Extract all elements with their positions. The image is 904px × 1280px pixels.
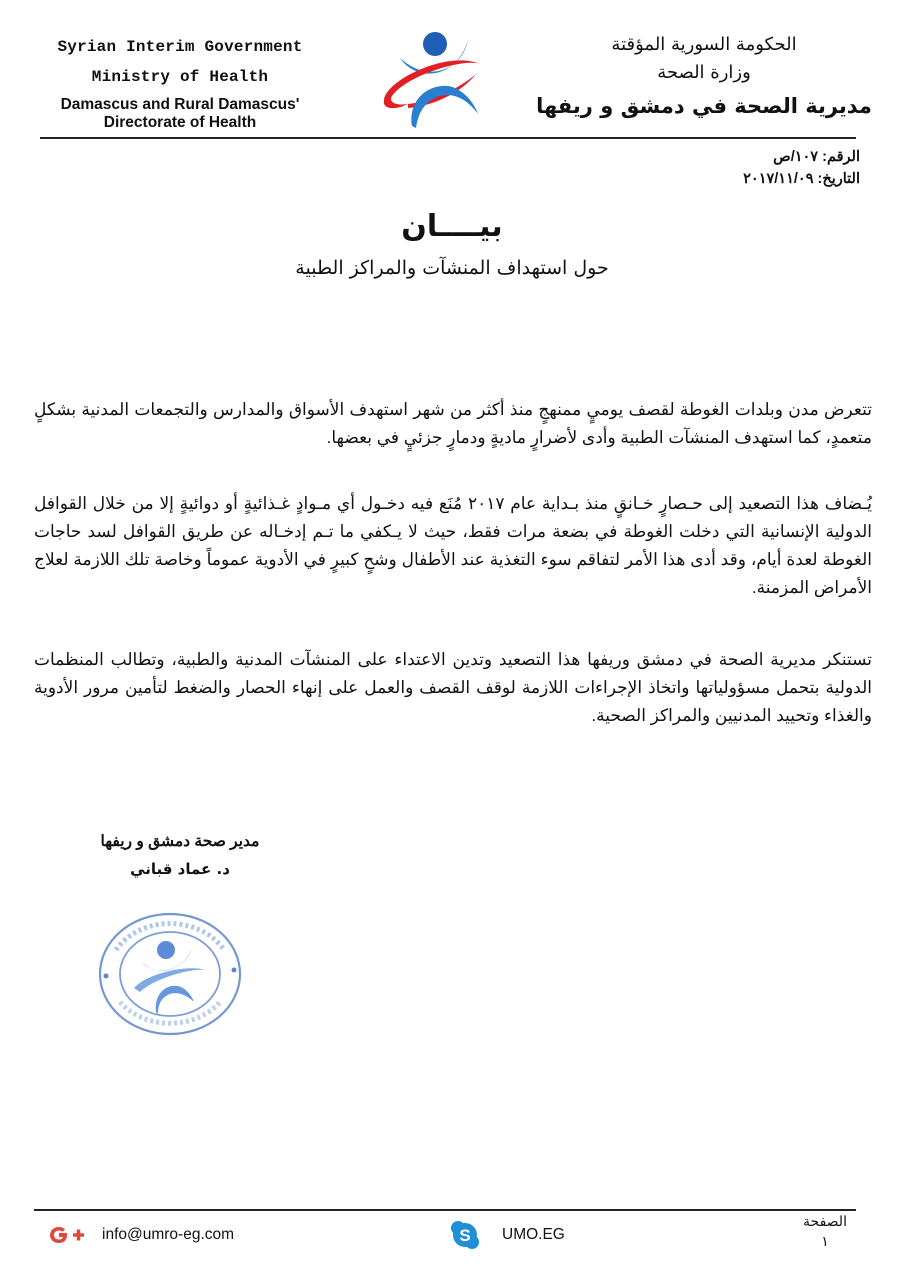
skype-icon [450,1220,480,1250]
page-subtitle: حول استهداف المنشآت والمراكز الطبية [295,257,609,279]
page-number: ١ [821,1234,829,1250]
reference-number [743,146,860,168]
health-directorate-logo-icon [378,22,488,130]
footer-divider [34,1209,856,1211]
header-government-ar: الحكومة السورية المؤقتة [611,34,797,55]
header-english [30,32,330,132]
official-stamp-icon [96,910,244,1038]
header-directorate-ar: مديرية الصحة في دمشق و ريفها [536,94,872,118]
signatory-role: مدير صحة دمشق و ريفها [100,833,260,850]
document-date [743,168,860,190]
date-label: التاريخ: [817,171,860,187]
header-arabic [534,30,874,126]
body-paragraph-3: تستنكر مديرية الصحة في دمشق وريفها هذا التصعيد وتدين الاعتداء على المنشآت المدنية والطبية، وتطالب المنظمات الدولية بتحمل مسؤولياتها واتخاذ الإجراءات اللازمة لوقف القصف والعمل على إنهاء الحصار والضغط لتأمين مرور الأدوية والغذاء وتحييد المدنيين والمراكز الصحية. [34,650,872,725]
footer-skype-id[interactable]: UMO.EG [502,1226,565,1243]
google-plus-icon [48,1224,88,1246]
header-ministry-ar: وزارة الصحة [657,62,751,83]
page-indicator [790,1212,860,1252]
body-paragraph-1: تتعرض مدن وبلدات الغوطة لقصف يوميٍ ممنهجٍ منذ أكثر من شهر استهدف الأسواق والمدارس والتجمعات المدنية بشكلٍ متعمدٍ، كما استهدف المنشآت الطبية وأدى لأضرارٍ ماديةٍ ودمارٍ جزئيٍ في بعضها. [34,400,872,447]
document-meta [743,146,860,190]
reference-value: ١٠٧/ص [773,149,819,165]
svg-text:S: S [459,1226,471,1245]
header-directorate-en-1: Damascus and Rural Damascus' [60,96,300,113]
header-ministry-en: Ministry of Health [91,68,269,86]
footer-email-link[interactable]: info@umro-eg.com [102,1226,235,1243]
signatory-name: د. عماد قباني [130,860,230,878]
header-divider [40,137,856,139]
header-directorate-en-2: Directorate of Health [103,114,257,131]
header-government-en: Syrian Interim Government [57,38,303,56]
page-label: الصفحة [803,1214,847,1230]
reference-label: الرقم: [822,149,860,165]
body-paragraph-2: يُـضاف هذا التصعيد إلى حـصارٍ خـانقٍ منذ بـداية عام ٢٠١٧ مُنَع فيه دخـول أي مـوادٍ غـذائيةٍ أو دوائيةٍ إلا من خلال القوافل الدولية الإنسانية التي دخلت الغوطة في بضعة مرات فقط، حيث لا يـكفي ما تـم إدخـاله عن طريق القوافل لسد حاجات الغوطة لعدة أيام، وقد أدى هذا الأمر لتفاقم سوء التغذية عند الأطفال وشحٍ كبيرٍ في الأدوية عموماً وخاصة تلك اللازمة لعلاج الأمراض المزمنة. [34,494,873,597]
signature-block [62,828,298,882]
date-value: ٢٠١٧/١١/٠٩ [743,171,814,187]
page-title: بيــــان [401,209,503,244]
